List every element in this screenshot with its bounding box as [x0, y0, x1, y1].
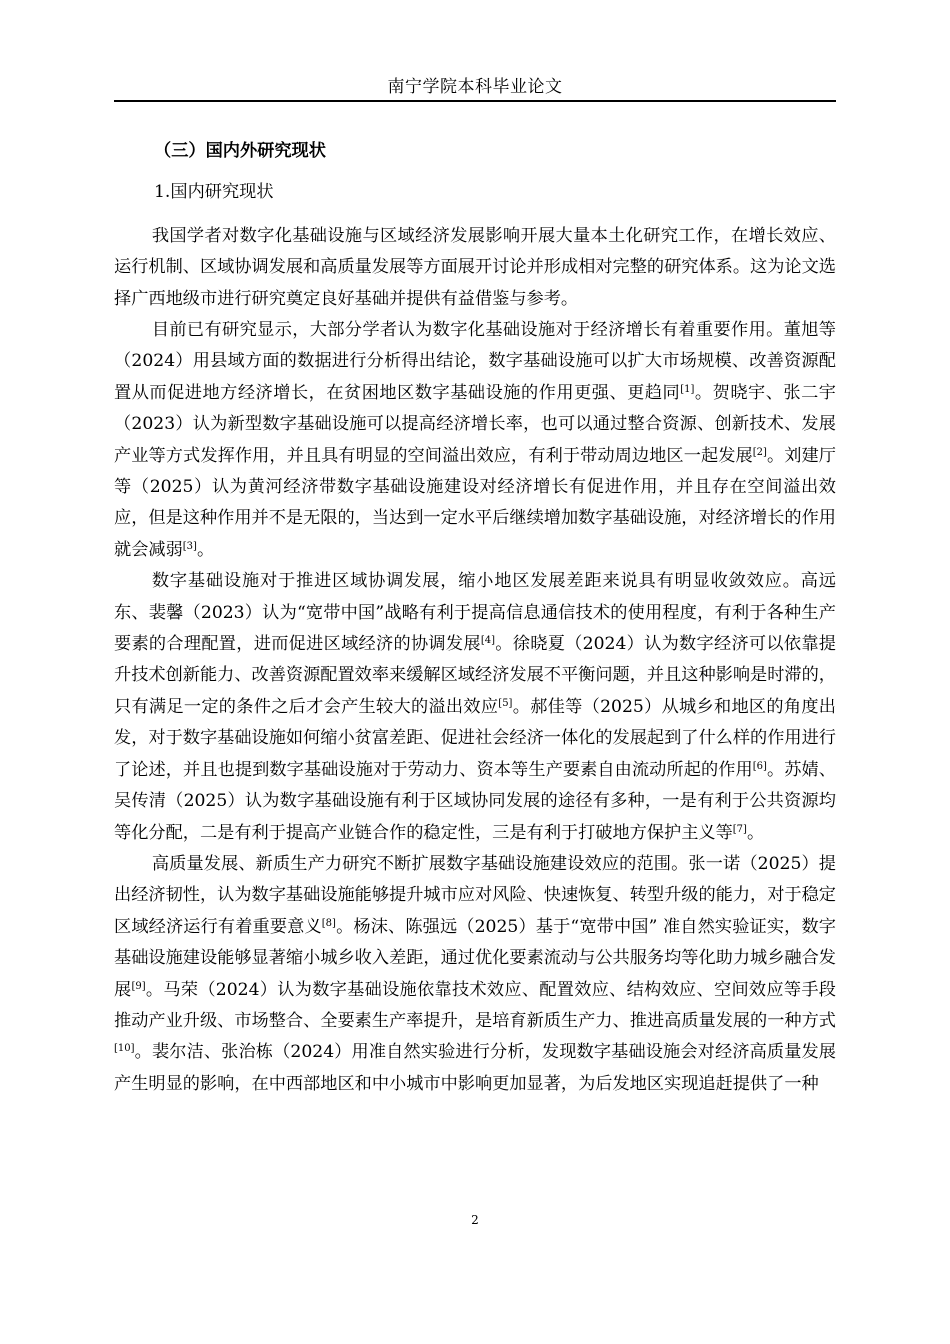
section-heading: （三）国内外研究现状: [154, 141, 326, 161]
paragraph-text: 。马荣（2024）认为数字基础设施依靠技术效应、配置效应、结构效应、空间效应等手段推动产业升级、市场整合、全要素生产率提升，是培育新质生产力、推进高质量发展的一种方式: [114, 979, 836, 1031]
paragraph-text: 目前已有研究显示，大部分学者认为数字化基础设施对于经济增长有着重要作用。董旭等（2024）用县域方面的数据进行分析得出结论，数字基础设施可以扩大市场规模、改善资源配置从而促进地方经济增长，在贫困地区数字基础设施的作用更强、更趋同: [114, 320, 836, 403]
paragraph-text: 。苏婧、吴传清（2025）认为数字基础设施有利于区域协同发展的途径有多种，一是有利于公共资源均等化分配，二是有利于提高产业链合作的稳定性，三是有利于打破地方保护主义等: [114, 759, 836, 843]
citation-ref: [3]: [182, 540, 197, 552]
page-number: 2: [471, 1213, 479, 1227]
paragraph-text: 。贺晓宇、张二宇（2023）认为新型数字基础设施可以提高经济增长率，也可以通过整合资源、创新技术、发展产业等方式发挥作用，并且具有明显的空间溢出效应，有利于带动周边地区一起发展: [114, 382, 836, 466]
citation-ref: [10]: [114, 1043, 135, 1055]
paragraph-text: 高质量发展、新质生产力研究不断扩展数字基础设施建设效应的范围。张一诺（2025）提出经济韧性，认为数字基础设施能够提升城市应对风险、快速恢复、转型升级的能力，对于稳定区域经济运行有着重要意义: [114, 853, 836, 937]
paragraph-text: 。郝佳等（2025）从城乡和地区的角度出发，对于数字基础设施如何缩小贫富差距、促进社会经济一体化的发展起到了什么样的作用进行了论述，并且也提到数字基础设施对于劳动力、资本等生产要素自由流动所起的作用: [114, 696, 836, 780]
paragraph-text: 。: [746, 822, 765, 843]
paragraph-3: [114, 566, 836, 849]
subsection-heading: 1.国内研究现状: [154, 182, 274, 203]
document-body: [114, 136, 836, 1100]
paragraph-2: [114, 315, 836, 566]
citation-ref: [8]: [321, 917, 336, 929]
citation-ref: [7]: [732, 823, 747, 835]
paragraph-4: [114, 849, 836, 1100]
header-rule: [114, 100, 836, 102]
paragraph-text: 。刘建厅等（2025）认为黄河经济带数字基础设施建设对经济增长有促进作用，并且存在空间溢出效应，但是这种作用并不是无限的，当达到一定水平后继续增加数字基础设施，对经济增长的作用就会减弱: [114, 445, 836, 560]
paragraph-1: [114, 221, 836, 315]
paragraph-text: 。裴尔洁、张治栋（2024）用准自然实验进行分析，发现数字基础设施会对经济高质量发展产生明显的影响，在中西部地区和中小城市中影响更加显著，为后发地区实现追赶提供了一种: [114, 1042, 836, 1094]
citation-ref: [4]: [480, 635, 496, 647]
paragraph-text: 。徐晓夏（2024）认为数字经济可以依靠提升技术创新能力、改善资源配置效率来缓解区域经济发展不平衡问题，并且这种影响是时滞的，只有满足一定的条件之后才会产生较大的溢出效应: [114, 634, 836, 717]
citation-ref: [9]: [131, 980, 146, 992]
citation-ref: [2]: [752, 446, 767, 458]
citation-ref: [6]: [752, 760, 767, 772]
citation-ref: [5]: [498, 697, 513, 709]
paragraph-text: 我国学者对数字化基础设施与区域经济发展影响开展大量本土化研究工作，在增长效应、运行机制、区域协调发展和高质量发展等方面展开讨论并形成相对完整的研究体系。这为论文选择广西地级市进行研究奠定良好基础并提供有益借鉴与参考。: [114, 225, 836, 309]
paragraph-text: 。杨沫、陈强远（2025）基于“宽带中国” 准自然实验证实，数字基础设施建设能够显著缩小城乡收入差距，通过优化要素流动与公共服务均等化助力城乡融合发展: [114, 916, 836, 1000]
citation-ref: [1]: [680, 383, 695, 395]
paragraph-text: 。: [196, 539, 215, 560]
running-header: 南宁学院本科毕业论文: [387, 77, 563, 97]
paragraph-text: 数字基础设施对于推进区域协调发展，缩小地区发展差距来说具有明显收敛效应。高远东、裴馨（2023）认为“宽带中国”战略有利于提高信息通信技术的使用程度，有利于各种生产要素的合理配置，进而促进区域经济的协调发展: [114, 571, 836, 655]
